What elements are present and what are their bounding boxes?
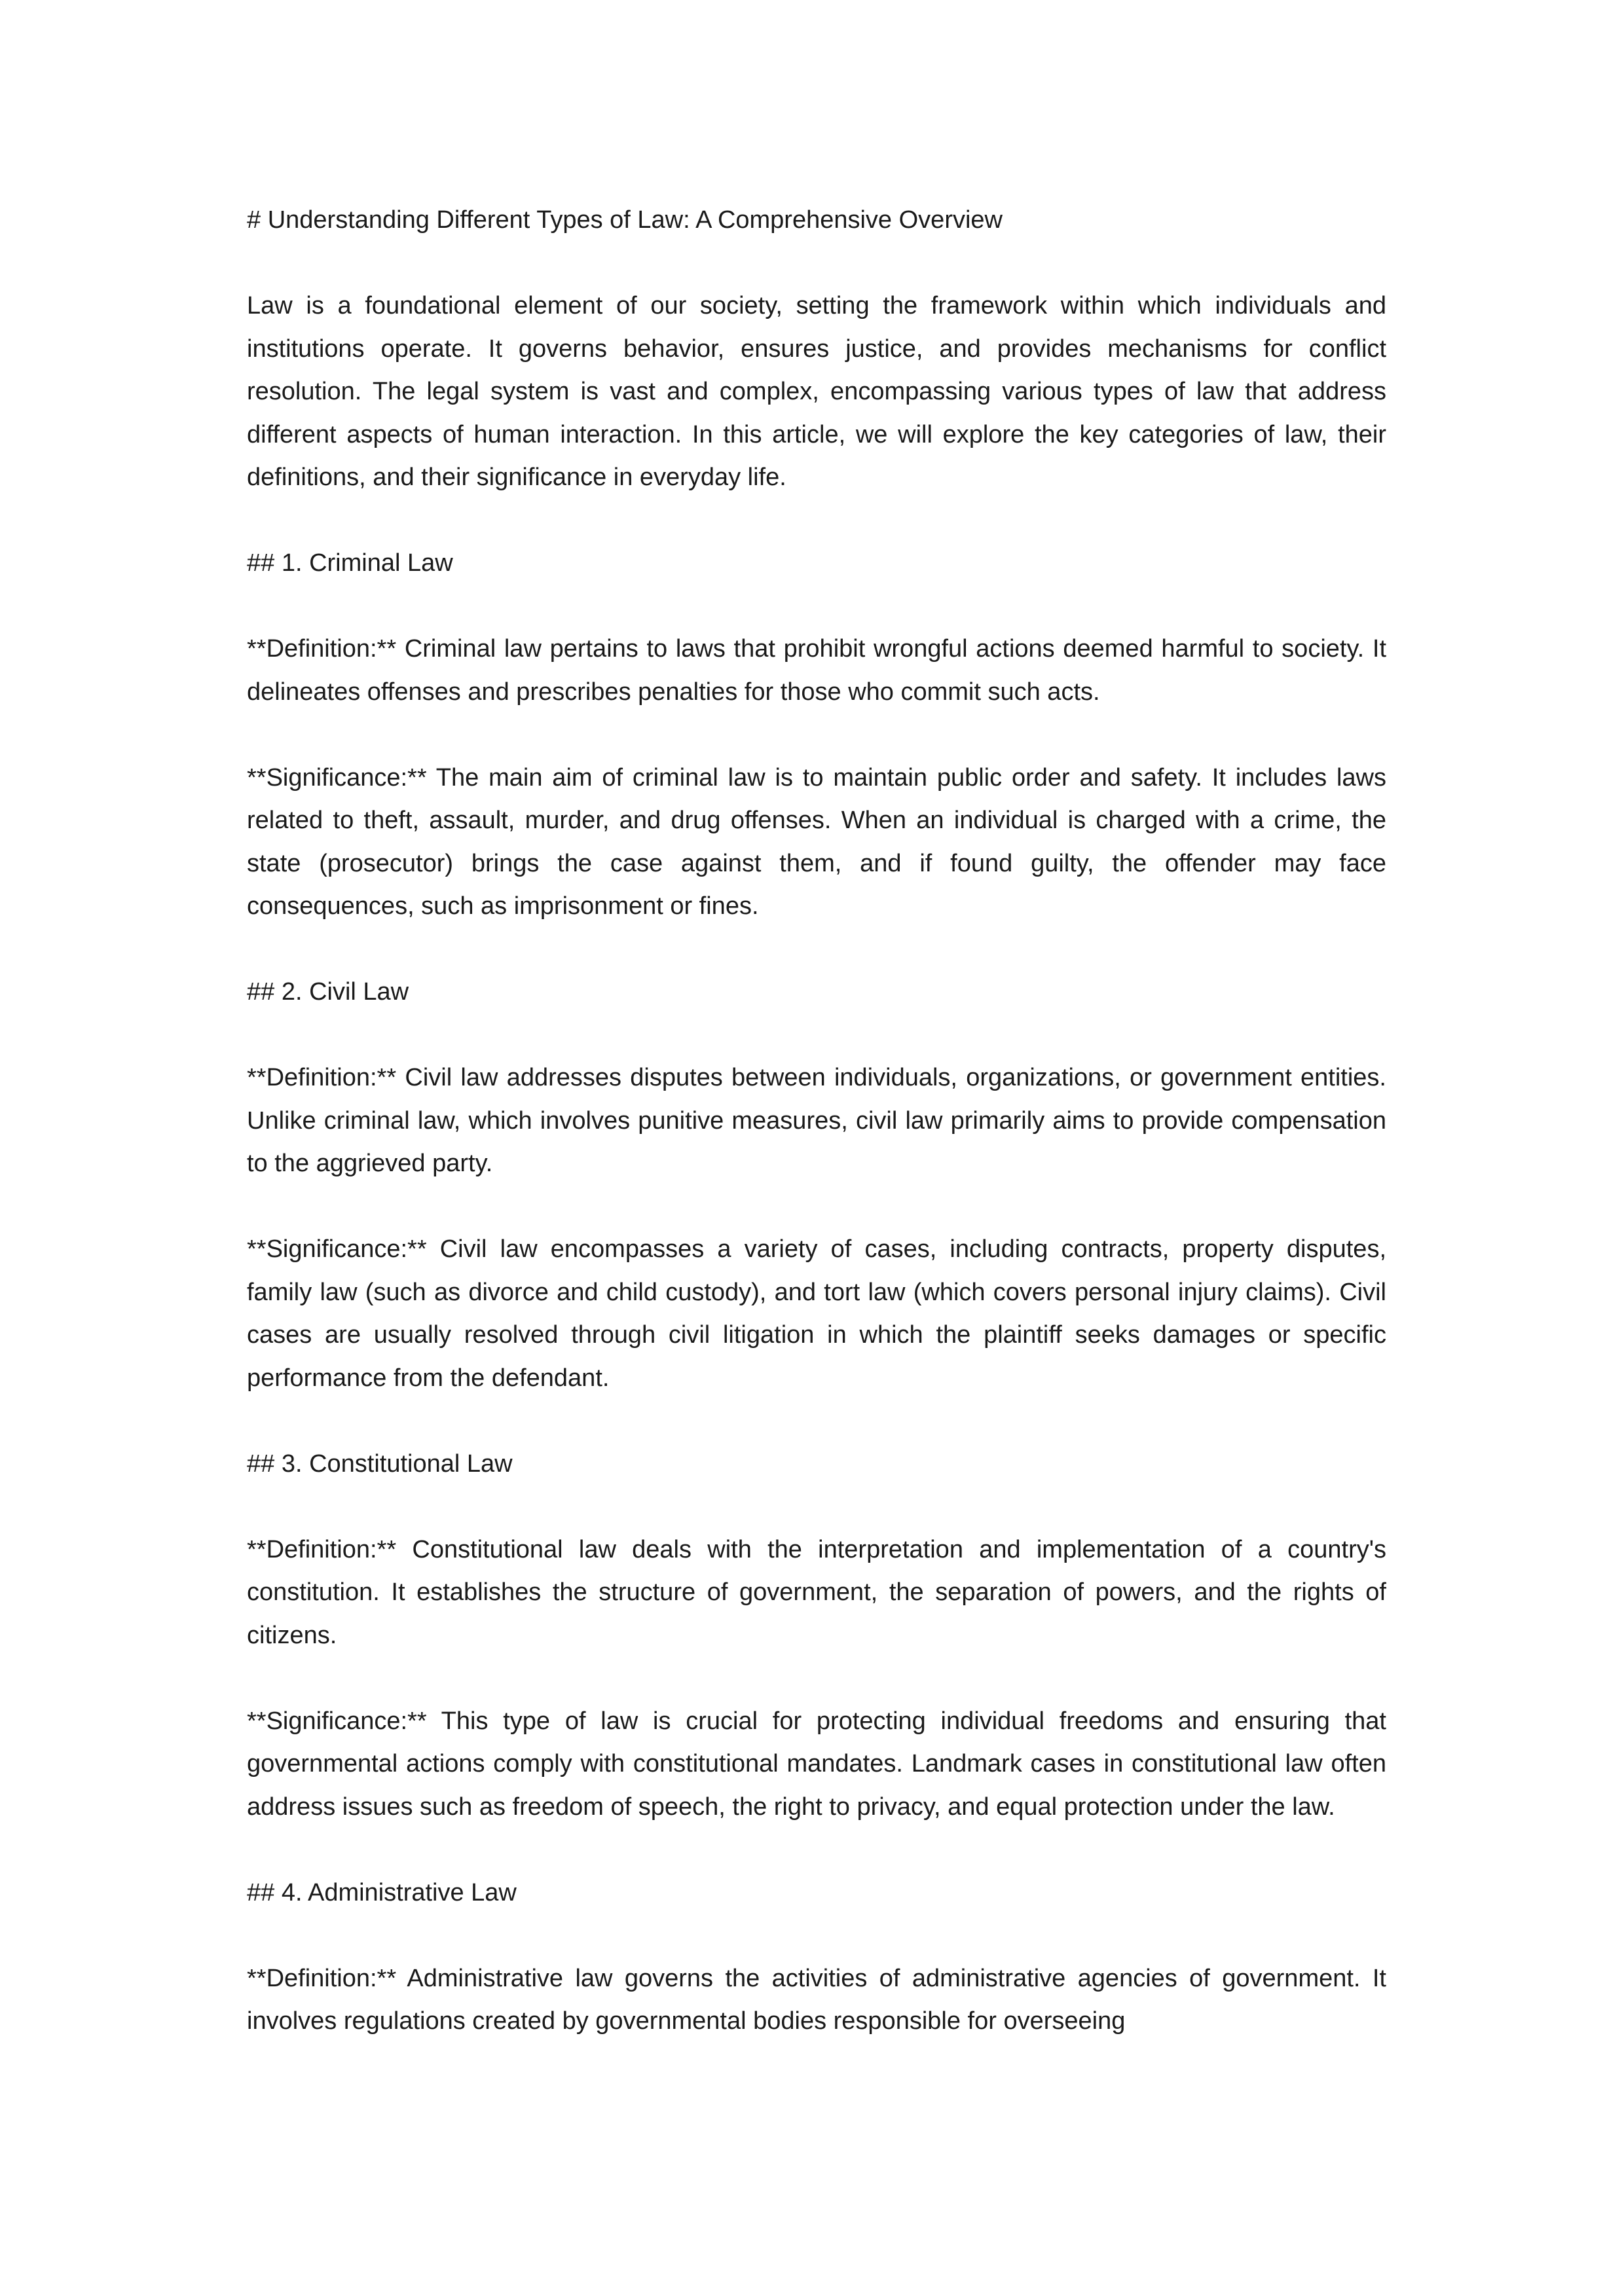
section-heading-constitutional-law: ## 3. Constitutional Law	[247, 1449, 513, 1478]
constitutional-law-significance: **Significance:** This type of law is crucial for protecting individual freedoms and ensuring that governmental actions comply with constitutional mandates. Landmark cases in constitutional law often address issues such as freedom of speech, the right to privacy, and equal protection under the law.	[247, 1707, 1386, 1821]
civil-law-significance: **Significance:** Civil law encompasses a variety of cases, including contracts, property disputes, family law (such as divorce and child custody), and tort law (which covers personal injury claims). Civil cases are usually resolved through civil litigation in which the plaintiff seeks damages or specific performance from the defendant.	[247, 1235, 1386, 1392]
document-title: # Understanding Different Types of Law: A Comprehensive Overview	[247, 206, 1003, 234]
criminal-law-significance: **Significance:** The main aim of criminal law is to maintain public order and safety. It includes laws related to theft, assault, murder, and drug offenses. When an individual is charged with a crime, the state (prosecutor) brings the case against them, and if found guilty, the offender may face consequences, such as imprisonment or fines.	[247, 763, 1386, 920]
administrative-law-definition: **Definition:** Administrative law governs the activities of administrative agencies of government. It involves regulations created by governmental bodies responsible for overseeing	[247, 1964, 1386, 2035]
section-heading-civil-law: ## 2. Civil Law	[247, 978, 409, 1006]
intro-paragraph: Law is a foundational element of our society, setting the framework within which individuals and institutions operate. It governs behavior, ensures justice, and provides mechanisms for conflict resolution. The legal system is vast and complex, encompassing various types of law that address different aspects of human interaction. In this article, we will explore the key categories of law, their definitions, and their significance in everyday life.	[247, 292, 1386, 491]
section-heading-administrative-law: ## 4. Administrative Law	[247, 1878, 517, 1906]
constitutional-law-definition: **Definition:** Constitutional law deals with the interpretation and implementation of a country's constitution. It establishes the structure of government, the separation of powers, and the rights of citizens.	[247, 1535, 1386, 1649]
document-body	[247, 199, 1386, 2086]
civil-law-definition: **Definition:** Civil law addresses disputes between individuals, organizations, or government entities. Unlike criminal law, which involves punitive measures, civil law primarily aims to provide compensation to the aggrieved party.	[247, 1064, 1386, 1177]
section-heading-criminal-law: ## 1. Criminal Law	[247, 549, 453, 577]
criminal-law-definition: **Definition:** Criminal law pertains to laws that prohibit wrongful actions deemed harmful to society. It delineates offenses and prescribes penalties for those who commit such acts.	[247, 635, 1386, 706]
